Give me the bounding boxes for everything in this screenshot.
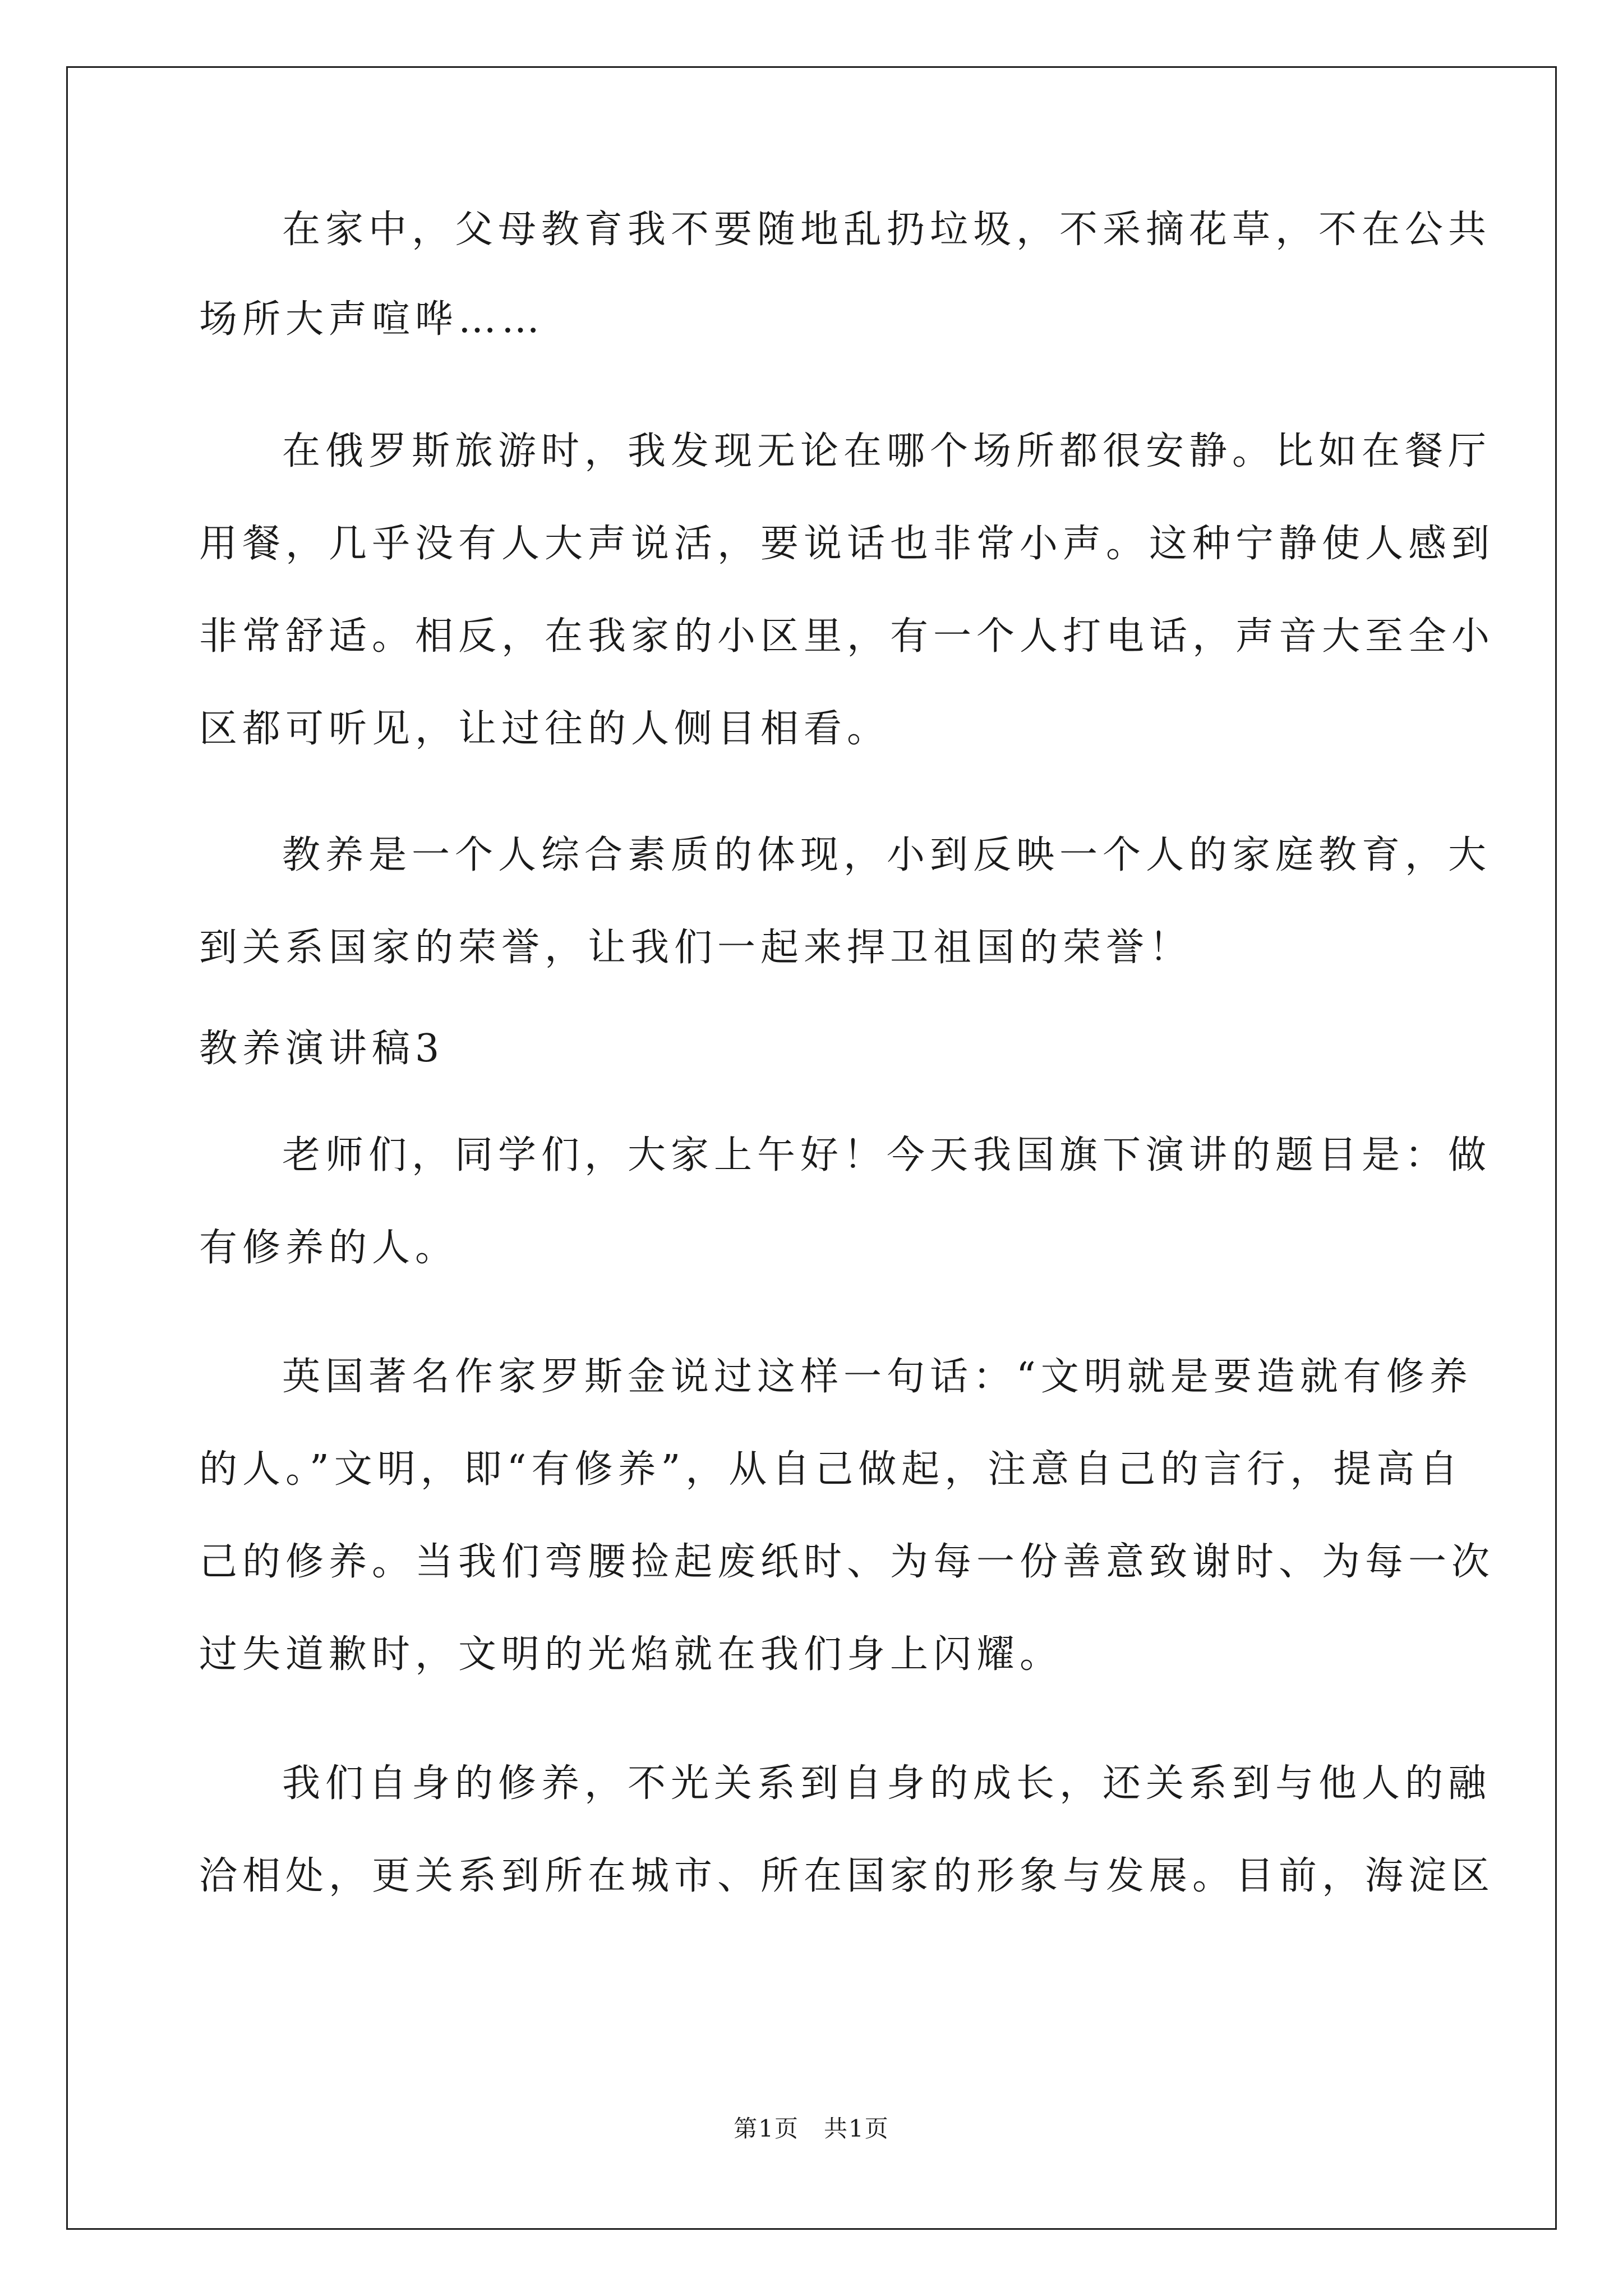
paragraph-line: 到关系国家的荣誉，让我们一起来捍卫祖国的荣誉！: [199, 926, 1193, 970]
paragraph-line: 用餐，几乎没有人大声说活，要说话也非常小声。这种宁静使人感到: [199, 522, 1495, 566]
paragraph-line: 在俄罗斯旅游时，我发现无论在哪个场所都很安静。比如在餐厅: [282, 429, 1492, 473]
paragraph-line: 老师们，同学们，大家上午好！今天我国旗下演讲的题目是：做: [282, 1133, 1492, 1177]
paragraph-line: 非常舒适。相反，在我家的小区里，有一个人打电话，声音大至全小: [199, 614, 1495, 659]
paragraph-line: 我们自身的修养，不光关系到自身的成长，还关系到与他人的融: [282, 1761, 1492, 1806]
section-heading: 教养演讲稿3: [199, 1027, 445, 1071]
paragraph-line: 区都可听见，让过往的人侧目相看。: [199, 707, 891, 751]
page-number-footer: 第1页 共1页: [734, 2115, 889, 2142]
paragraph-line: 己的修养。当我们弯腰捡起废纸时、为每一份善意致谢时、为每一次: [199, 1540, 1495, 1584]
paragraph-line: 场所大声喧哗……: [199, 297, 545, 342]
paragraph-line: 教养是一个人综合素质的体现，小到反映一个人的家庭教育，大: [282, 833, 1492, 877]
paragraph-line: 有修养的人。: [199, 1226, 459, 1270]
paragraph-line: 洽相处，更关系到所在城市、所在国家的形象与发展。目前，海淀区: [199, 1854, 1495, 1898]
paragraph-line: 在家中，父母教育我不要随地乱扔垃圾，不采摘花草，不在公共: [282, 208, 1492, 252]
paragraph-line: 的人。”文明，即“有修养”，从自己做起，注意自己的言行，提高自: [199, 1447, 1463, 1492]
paragraph-line: 过失道歉时，文明的光焰就在我们身上闪耀。: [199, 1632, 1063, 1677]
paragraph-line: 英国著名作家罗斯金说过这样一句话：“文明就是要造就有修养: [282, 1355, 1473, 1399]
